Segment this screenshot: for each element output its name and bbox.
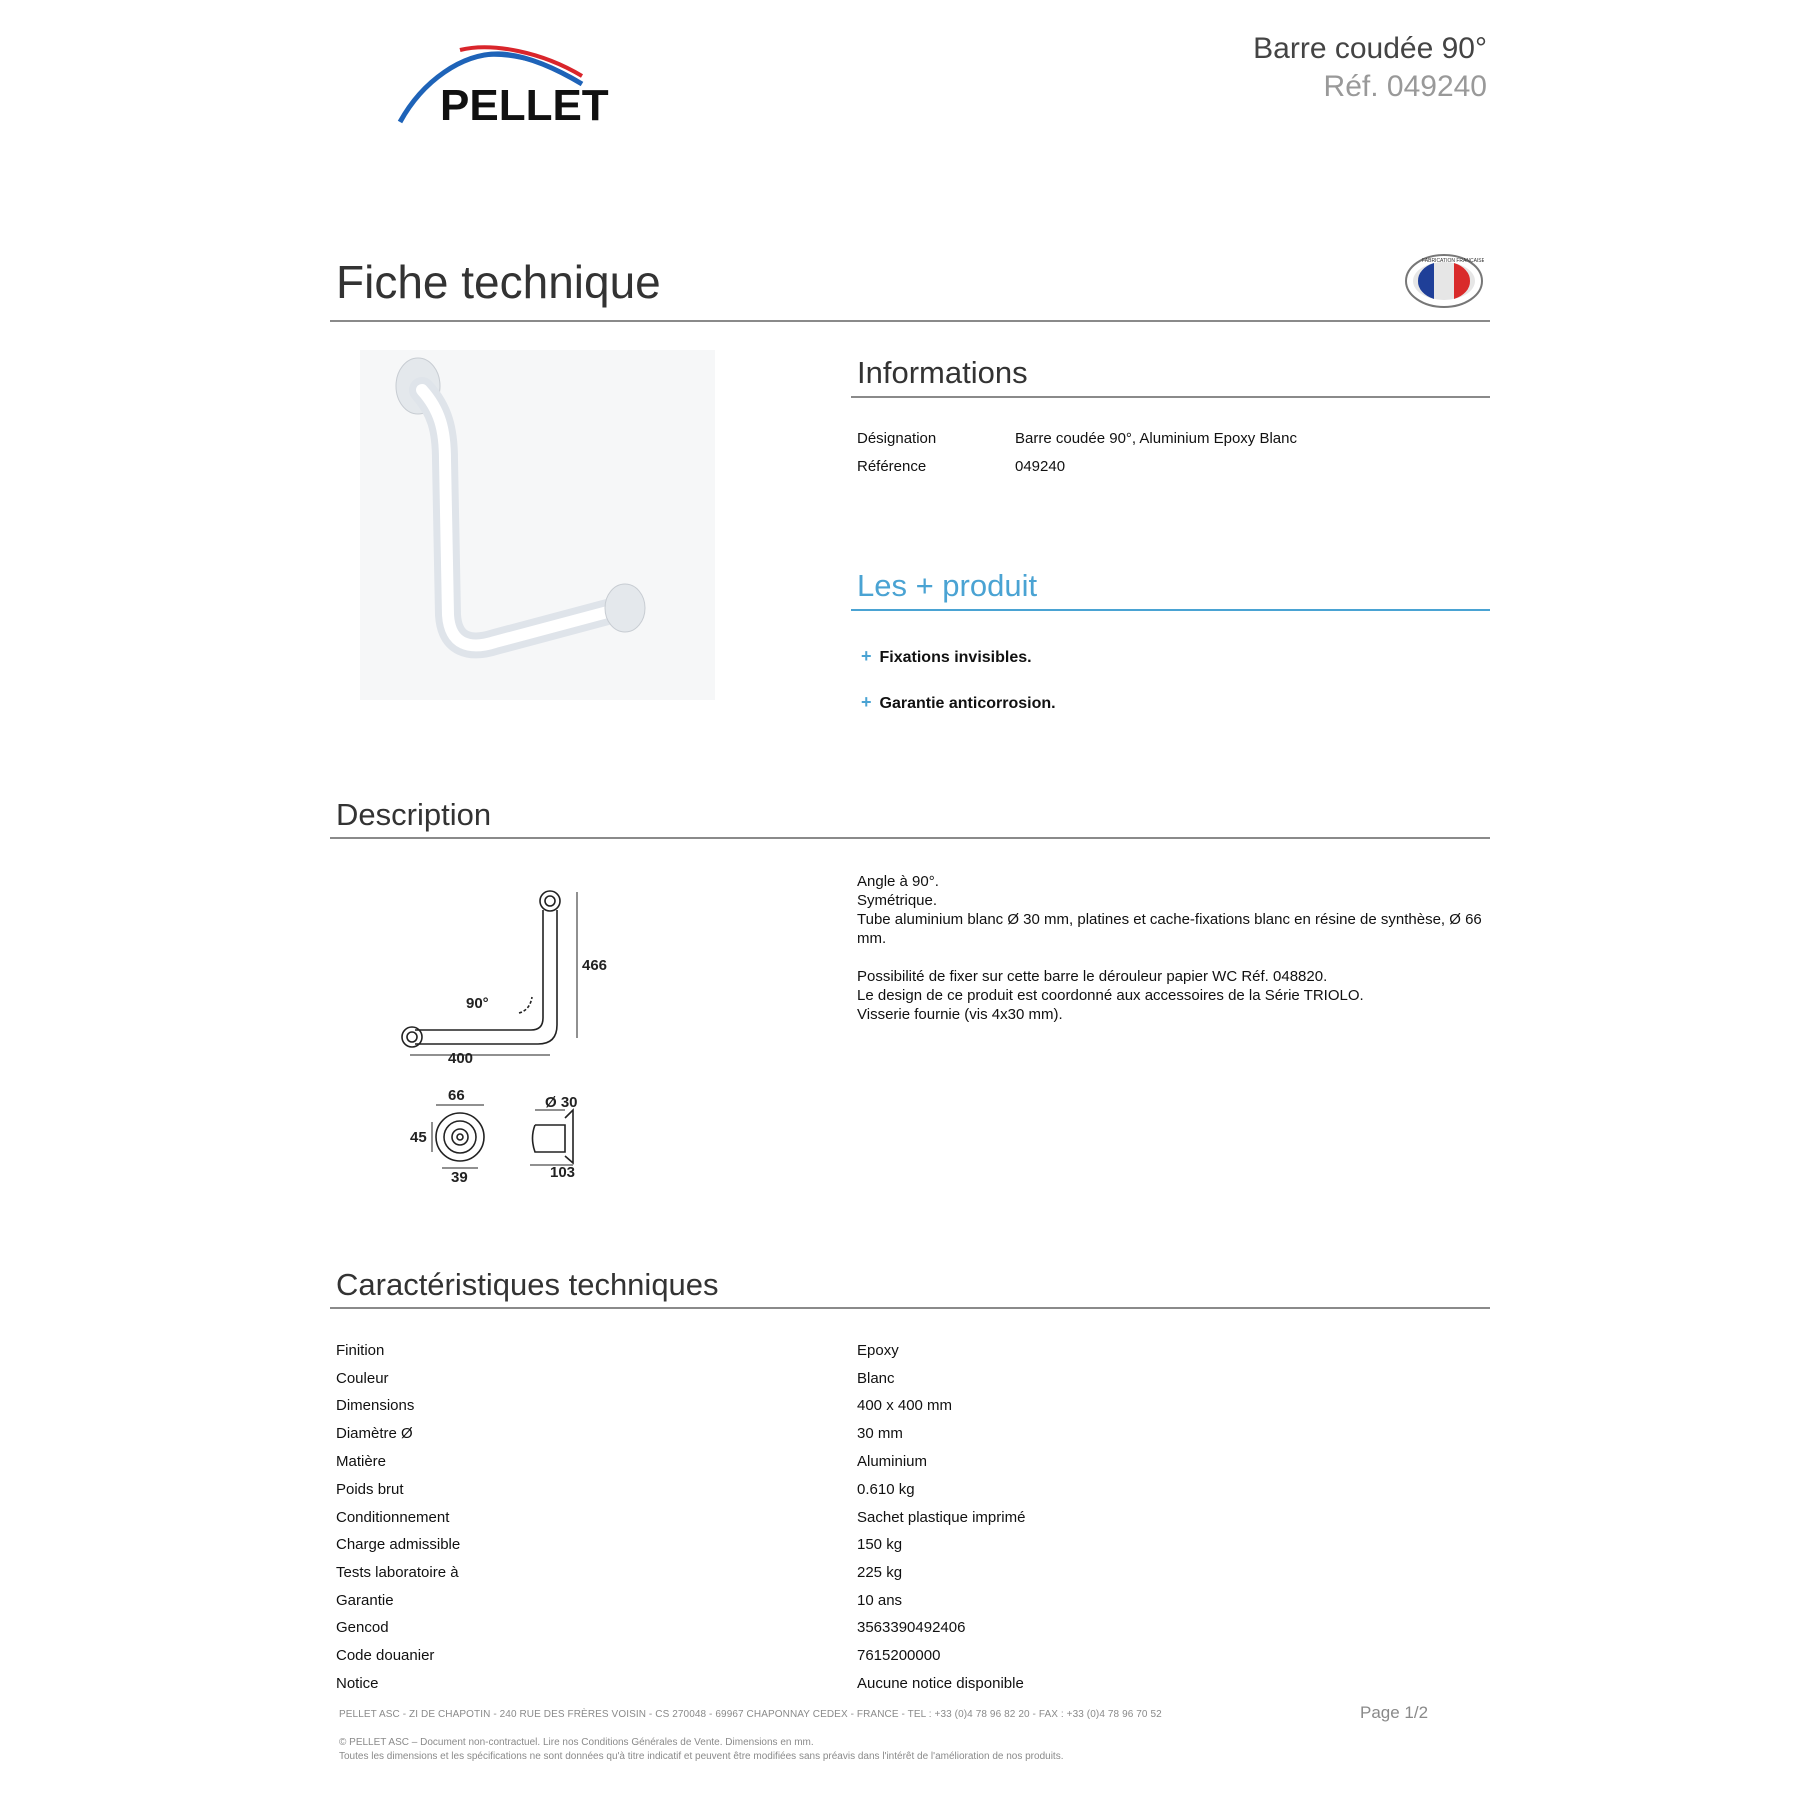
page-title: Fiche technique — [336, 256, 661, 308]
spec-row: Poids brut 0.610 kg — [336, 1481, 915, 1498]
reference-label: Référence — [857, 458, 927, 475]
caracteristiques-divider — [330, 1307, 1490, 1309]
technical-drawing — [390, 880, 630, 1185]
plus-icon: + — [861, 692, 872, 712]
dim-plate-inner: 39 — [451, 1169, 468, 1185]
spec-row: Code douanier 7615200000 — [336, 1647, 941, 1664]
plus-produit-title: Les + produit — [857, 568, 1038, 603]
informations-title: Informations — [857, 355, 1028, 390]
spec-row: Diamètre Ø 30 mm — [336, 1425, 903, 1442]
dim-angle: 90° — [466, 995, 489, 1012]
grab-bar-photo-icon — [360, 350, 715, 700]
spec-row: Matière Aluminium — [336, 1453, 928, 1470]
reference-value: 049240 — [1015, 458, 1066, 475]
spec-row: Charge admissible 150 kg — [336, 1536, 903, 1553]
plus-icon: + — [861, 646, 872, 666]
french-made-badge — [1404, 253, 1484, 309]
spec-row: Notice Aucune notice disponible — [336, 1675, 1024, 1692]
plus-item: + Fixations invisibles. — [861, 646, 1032, 666]
designation-value: Barre coudée 90°, Aluminium Epoxy Blanc — [1015, 430, 1297, 447]
dim-depth: 103 — [550, 1164, 576, 1181]
designation-label: Désignation — [857, 430, 937, 447]
product-title: Barre coudée 90° — [1253, 32, 1487, 65]
logo-swoosh-icon — [392, 42, 642, 127]
svg-text:FABRICATION FRANÇAISE: FABRICATION FRANÇAISE — [1422, 258, 1484, 264]
dim-width: 400 — [448, 1050, 474, 1067]
dimension-drawing-icon — [390, 880, 630, 1185]
spec-row: Garantie 10 ans — [336, 1592, 903, 1609]
dim-height: 466 — [582, 957, 608, 974]
dim-plate-height: 45 — [410, 1129, 427, 1146]
page-title-divider — [330, 320, 1490, 322]
page-number: Page 1/2 — [1360, 1703, 1429, 1722]
spec-row: Dimensions 400 x 400 mm — [336, 1397, 953, 1414]
fabrication-francaise-icon — [1404, 253, 1484, 309]
spec-row: Tests laboratoire à 225 kg — [336, 1564, 903, 1581]
spec-row: Finition Epoxy — [336, 1342, 899, 1359]
dim-plate: 66 — [448, 1087, 465, 1104]
product-photo — [360, 350, 715, 700]
dim-tube: Ø 30 — [545, 1094, 578, 1111]
footer-address: PELLET ASC - ZI DE CHAPOTIN - 240 RUE DES FRÈRES VOISIN - CS 270048 - 69967 CHAPONNAY CEDEX - FRANCE - TEL : +33 (0)4 78 96 82 20 - FAX : +33 (0)4 78 96 70 52 — [339, 1709, 1162, 1720]
plus-produit-divider — [851, 609, 1490, 611]
description-text: Angle à 90°. Symétrique. Tube aluminium blanc Ø 30 mm, platines et cache-fixations blanc en résine de synthèse, Ø 66 mm. Possibilité de fixer sur cette barre le dérouleur papier WC Réf. 048820. Le design de ce produit est coordonné aux accessoires de la Série TRIOLO. Visserie fournie (vis 4x30 mm). — [857, 873, 1482, 1023]
plus-item: + Garantie anticorrosion. — [861, 692, 1056, 712]
svg-text:PELLET: PELLET — [440, 81, 609, 127]
pellet-logo — [392, 42, 642, 127]
spec-row: Gencod 3563390492406 — [336, 1619, 966, 1636]
informations-divider — [851, 396, 1490, 398]
product-reference: Réf. 049240 — [1323, 70, 1487, 103]
spec-row: Conditionnement Sachet plastique imprimé — [336, 1509, 1026, 1526]
spec-table — [336, 1342, 1496, 1712]
description-title: Description — [336, 797, 492, 832]
caracteristiques-title: Caractéristiques techniques — [336, 1267, 719, 1302]
description-divider — [330, 837, 1490, 839]
spec-row: Couleur Blanc — [336, 1370, 895, 1387]
footer-legal: © PELLET ASC – Document non-contractuel. Lire nos Conditions Générales de Vente. Dimensions en mm. Toutes les dimensions et les spécifications ne sont données qu'à titre indicatif et peuvent être modifiées sans préavis dans l'intérêt de l'amélioration de nos produits. — [339, 1737, 1064, 1762]
